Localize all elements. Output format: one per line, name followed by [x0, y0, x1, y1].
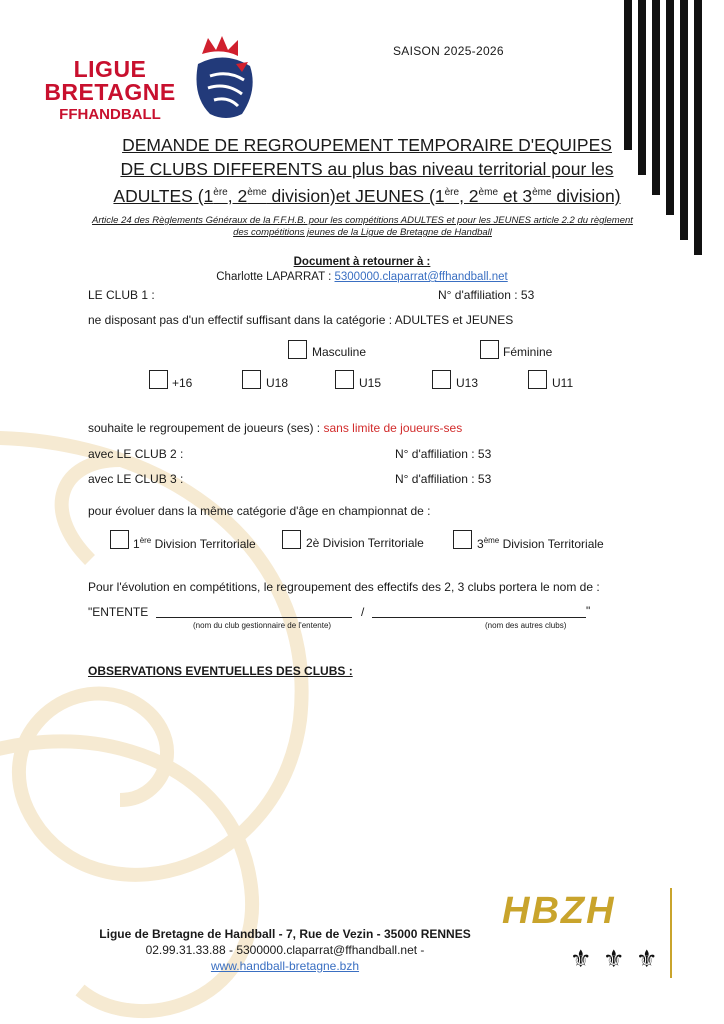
title-sup: ème	[247, 187, 267, 198]
ermine-icon: ⚜	[636, 946, 658, 973]
division3-num: 3	[477, 537, 484, 551]
logo-line-3: FFHANDBALL	[59, 106, 161, 123]
grouping-wish	[88, 421, 462, 435]
title-line-2: DE CLUBS DIFFERENTS au plus bas niveau territorial pour les	[120, 159, 614, 179]
club2-label: avec LE CLUB 2 :	[88, 447, 184, 461]
title-line-3-part: division)	[551, 185, 621, 206]
hbzh-logo: HBZH	[502, 890, 616, 932]
age-u18-checkbox[interactable]	[242, 370, 261, 389]
footer-contact: 02.99.31.33.88 - 5300000.claparrat@ffhandball.net -	[145, 943, 425, 957]
entente-note-gestionnaire: (nom du club gestionnaire de l'entente)	[193, 621, 332, 630]
age-u13-checkbox[interactable]	[432, 370, 451, 389]
masculine-label: Masculine	[312, 345, 367, 359]
club1-label: LE CLUB 1 :	[88, 288, 155, 302]
title-sup: ème	[478, 187, 498, 198]
evolve-label: pour évoluer dans la même catégorie d'âge en championnat de :	[88, 504, 431, 518]
observations-heading: OBSERVATIONS EVENTUELLES DES CLUBS :	[88, 664, 353, 678]
title-line-3-part: division)et JEUNES (1	[266, 185, 445, 206]
title-line-3-part: , 2	[227, 185, 248, 206]
club3-affiliation: N° d'affiliation : 53	[395, 472, 492, 486]
entente-prefix: "ENTENTE	[88, 605, 149, 619]
regulation-reference: Article 24 des Règlements Généraux de la F.F.H.B. pour les compétitions ADULTES et pour les JEUNES article 2.2 du règlement des compétitions jeunes de la Ligue de Bretagne de Handball	[92, 215, 633, 238]
title-line-3-part: , 2	[459, 185, 479, 206]
league-logo	[40, 58, 180, 122]
division1-label	[133, 536, 256, 551]
footer-website-row	[60, 959, 510, 974]
division1-text: Division Territoriale	[151, 537, 256, 551]
title-line-3-part: ADULTES (1	[113, 185, 214, 206]
return-contact	[0, 271, 724, 283]
division3-label	[477, 536, 604, 551]
masculine-checkbox[interactable]	[288, 340, 307, 359]
division3-text: Division Territoriale	[499, 537, 604, 551]
age-u11-label: U11	[552, 376, 574, 390]
grouping-wish-value: sans limite de joueurs-ses	[323, 421, 463, 435]
feminine-label: Féminine	[503, 345, 553, 359]
club3-label: avec LE CLUB 3 :	[88, 472, 184, 486]
grouping-wish-label: souhaite le regroupement de joueurs (ses) :	[88, 421, 324, 435]
title-sup: ème	[532, 187, 552, 198]
age-u15-checkbox[interactable]	[335, 370, 354, 389]
entente-separator: /	[361, 605, 365, 619]
division1-num: 1	[133, 537, 140, 551]
club2-affiliation: N° d'affiliation : 53	[395, 447, 492, 461]
division2-checkbox[interactable]	[282, 530, 301, 549]
age-plus16-checkbox[interactable]	[149, 370, 168, 389]
document-title	[82, 133, 652, 208]
season-label: SAISON 2025-2026	[393, 44, 504, 58]
title-line-3-part: et 3	[498, 185, 533, 206]
entente-other-clubs-field[interactable]	[372, 617, 586, 618]
division1-sup: ère	[139, 536, 152, 545]
division3-checkbox[interactable]	[453, 530, 472, 549]
club1-affiliation: N° d'affiliation : 53	[438, 288, 535, 302]
division1-checkbox[interactable]	[110, 530, 129, 549]
age-u15-label: U15	[359, 376, 382, 390]
entente-suffix: "	[586, 604, 591, 618]
entente-note-others: (nom des autres clubs)	[485, 621, 567, 630]
entente-gestionnaire-field[interactable]	[156, 617, 352, 618]
title-line-3	[82, 181, 652, 208]
logo-line-2: BRETAGNE	[44, 79, 176, 105]
division2-label: 2è Division Territoriale	[306, 536, 424, 550]
age-plus16-label: +16	[172, 376, 193, 390]
age-u11-checkbox[interactable]	[528, 370, 547, 389]
hbzh-divider	[670, 888, 672, 978]
footer-address: Ligue de Bretagne de Handball - 7, Rue de Vezin - 35000 RENNES	[99, 927, 471, 941]
title-sup: ère	[444, 187, 460, 198]
rooster-logo-icon	[188, 34, 260, 120]
logo-line-1: LIGUE	[73, 56, 147, 82]
title-line-1: DEMANDE DE REGROUPEMENT TEMPORAIRE D'EQUIPES	[122, 135, 612, 155]
age-u18-label: U18	[266, 376, 289, 390]
ermine-icon: ⚜	[570, 946, 592, 973]
contact-name: Charlotte LAPARRAT :	[216, 271, 335, 283]
division3-sup: ème	[483, 536, 500, 545]
footer-website-link[interactable]: www.handball-bretagne.bzh	[210, 959, 360, 973]
contact-email-link[interactable]: 5300000.claparrat@ffhandball.net	[334, 271, 508, 283]
feminine-checkbox[interactable]	[480, 340, 499, 359]
entente-intro: Pour l'évolution en compétitions, le regroupement des effectifs des 2, 3 clubs portera le nom de :	[88, 580, 600, 594]
title-sup: ère	[213, 187, 228, 198]
insufficient-category-text: ne disposant pas d'un effectif suffisant dans la catégorie : ADULTES et JEUNES	[88, 313, 514, 327]
ermine-icon: ⚜	[603, 946, 625, 973]
age-u13-label: U13	[456, 376, 479, 390]
return-label: Document à retourner à :	[293, 256, 431, 268]
